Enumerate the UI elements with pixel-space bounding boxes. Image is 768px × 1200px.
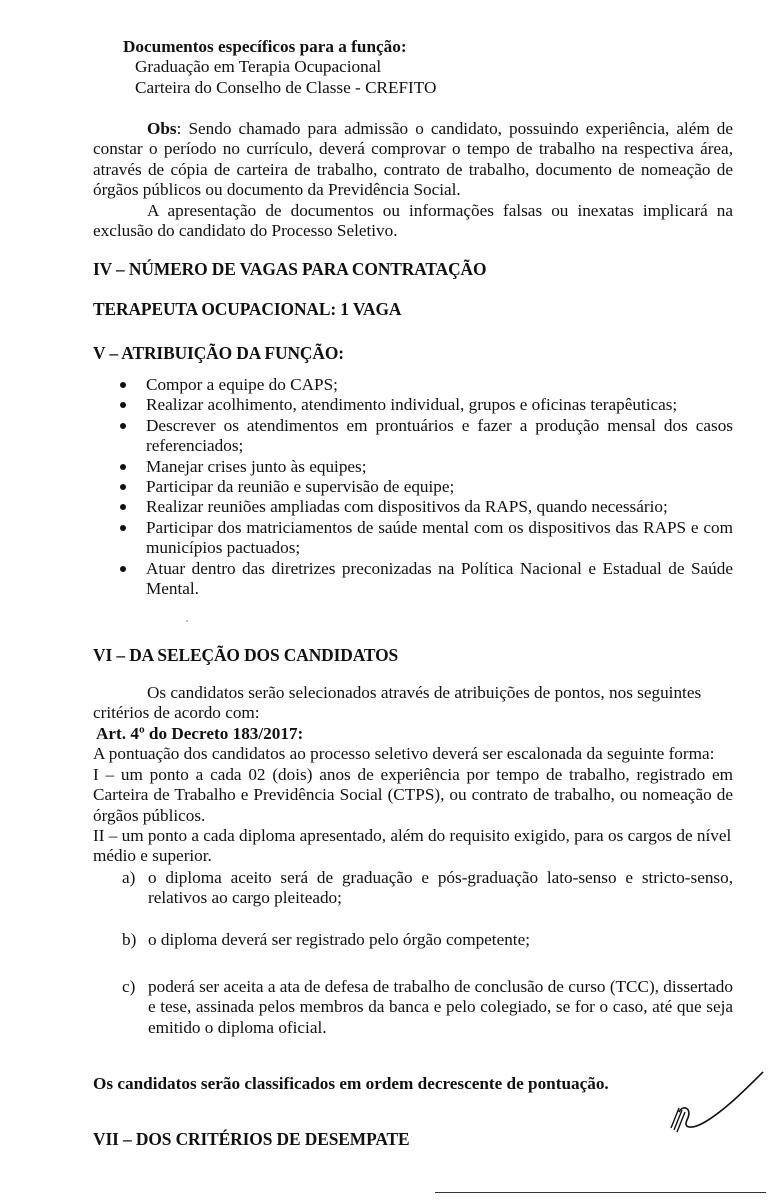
diploma-subitem <box>93 977 733 1038</box>
ranking-statement: Os candidatos serão classificados em ordem decrescente de pontuação. <box>93 1074 609 1093</box>
section-iv-heading: IV – NÚMERO DE VAGAS PARA CONTRATAÇÃO <box>93 259 487 279</box>
duty-item: Participar da reunião e supervisão de equipe; <box>93 477 733 497</box>
vacancy-count: TERAPEUTA OCUPACIONAL: 1 VAGA <box>93 299 402 319</box>
bullet-icon <box>120 464 126 470</box>
docs-section <box>93 37 733 98</box>
subitem-marker: b) <box>122 930 137 949</box>
obs-paragraph <box>93 119 733 201</box>
bullet-icon <box>120 504 126 510</box>
scoring-intro: A pontuação dos candidatos ao processo seletivo deverá ser escalonada da seguinte forma: <box>93 744 715 763</box>
bullet-icon <box>120 402 126 408</box>
bullet-icon <box>120 566 126 572</box>
duty-item: Compor a equipe do CAPS; <box>93 375 733 395</box>
duties-list <box>93 375 733 599</box>
subitem-marker: a) <box>122 868 136 887</box>
obs-label: Obs <box>147 119 177 138</box>
article-reference: Art. 4º do Decreto 183/2017: <box>96 724 304 743</box>
criterion-i: I – um ponto a cada 02 (dois) anos de experiência por tempo de trabalho, registrado em Carteira de Trabalho e Previdência Social (CTPS), ou contrato de trabalho, ou nomeação de órgãos públicos. <box>93 765 733 825</box>
subitem-text: o diploma deverá ser registrado pelo órgão competente; <box>148 930 530 949</box>
duty-item: Manejar crises junto às equipes; <box>93 457 733 477</box>
subitem-marker: c) <box>122 977 136 996</box>
docs-heading: Documentos específicos para a função: <box>123 37 407 56</box>
scan-speck <box>186 620 188 622</box>
warning-paragraph: A apresentação de documentos ou informações falsas ou inexatas implicará na exclusão do candidato do Processo Seletivo. <box>93 201 733 241</box>
subitem-text: o diploma aceito será de graduação e pós-graduação lato-senso e stricto-senso, relativos ao cargo pleiteado; <box>148 868 733 908</box>
obs-text: : Sendo chamado para admissão o candidato, possuindo experiência, além de constar o período no currículo, deverá comprovar o tempo de trabalho na respectiva área, através de cópia de carteira de trabalho, contrato de trabalho, documento de nomeação de órgãos públicos ou documento da Previdência Social. <box>93 119 733 200</box>
duty-item: Descrever os atendimentos em prontuários e fazer a produção mensal dos casos referenciados; <box>93 416 733 457</box>
subitem-text: poderá ser aceita a ata de defesa de trabalho de conclusão de curso (TCC), dissertado e tese, assinada pelos membros da banca e pelo colegiado, se for o caso, até que seja emitido o diploma oficial. <box>148 977 733 1037</box>
bullet-icon <box>120 484 126 490</box>
duty-item: Realizar acolhimento, atendimento individual, grupos e oficinas terapêuticas; <box>93 395 733 415</box>
diploma-subitem <box>93 868 733 909</box>
duty-item: Atuar dentro das diretrizes preconizadas na Política Nacional e Estadual de Saúde Mental. <box>93 559 733 600</box>
signature-icon <box>665 1068 765 1148</box>
selection-intro: Os candidatos serão selecionados através de atribuições de pontos, nos seguintes critérios de acordo com: <box>93 683 702 723</box>
bullet-icon <box>120 525 126 531</box>
bullet-icon <box>120 382 126 388</box>
docs-item: Graduação em Terapia Ocupacional <box>135 57 382 77</box>
section-vii-heading: VII – DOS CRITÉRIOS DE DESEMPATE <box>93 1129 410 1149</box>
footer-rule <box>435 1192 766 1193</box>
diploma-subitem <box>93 930 733 950</box>
section-v-heading: V – ATRIBUIÇÃO DA FUNÇÃO: <box>93 343 344 363</box>
duty-item: Realizar reuniões ampliadas com dispositivos da RAPS, quando necessário; <box>93 497 733 517</box>
section-vi-heading: VI – DA SELEÇÃO DOS CANDIDATOS <box>93 645 399 665</box>
docs-item: Carteira do Conselho de Classe - CREFITO <box>135 77 437 97</box>
criterion-ii: II – um ponto a cada diploma apresentado, além do requisito exigido, para os cargos de nível médio e superior. <box>93 826 732 866</box>
bullet-icon <box>120 423 126 429</box>
duty-item: Participar dos matriciamentos de saúde mental com os dispositivos das RAPS e com municípios pactuados; <box>93 518 733 559</box>
